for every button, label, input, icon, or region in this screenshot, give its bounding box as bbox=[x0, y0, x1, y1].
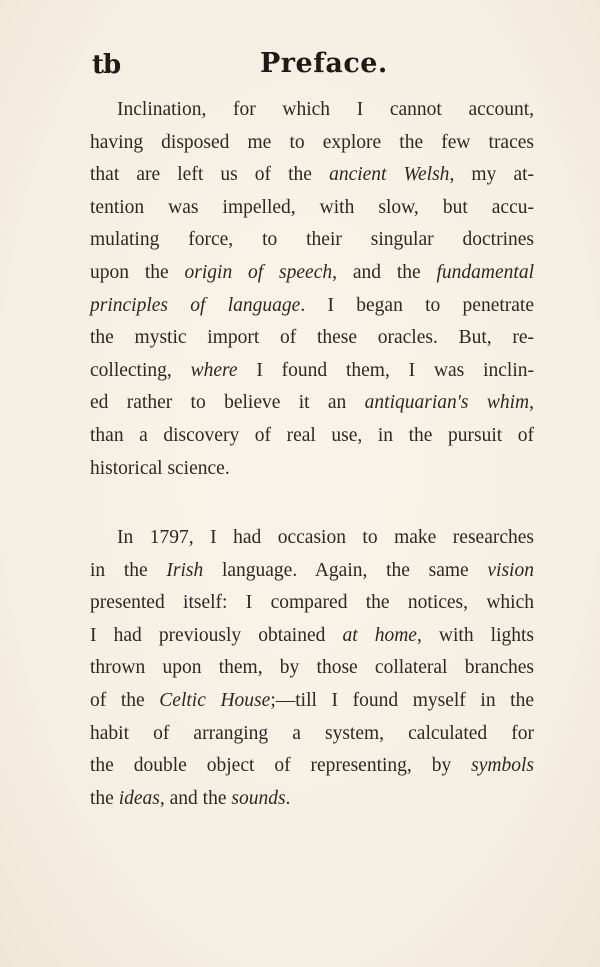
text-run: Inclination, for which I cannot account, bbox=[117, 99, 534, 120]
italic-text: sounds bbox=[231, 787, 286, 809]
text-run: ed rather to believe it an bbox=[90, 392, 365, 414]
page-number: tb bbox=[92, 50, 121, 80]
text-run: in the bbox=[90, 559, 167, 581]
italic-text: principles of language bbox=[90, 294, 301, 316]
italic-text: vision bbox=[487, 559, 534, 581]
text-line bbox=[90, 94, 534, 127]
italic-text: ideas bbox=[118, 787, 160, 809]
running-title: Preface. bbox=[260, 48, 388, 79]
text-line bbox=[90, 555, 534, 588]
italic-text: where bbox=[190, 359, 238, 381]
text-run: , and the bbox=[332, 261, 437, 283]
text-run: In 1797, I had occasion to make researches bbox=[117, 527, 534, 548]
page-header bbox=[90, 46, 510, 86]
italic-text: origin of speech bbox=[184, 261, 333, 283]
text-line bbox=[90, 322, 534, 355]
text-run: . bbox=[285, 787, 291, 809]
text-line bbox=[90, 587, 534, 620]
text-run: . I began to penetrate bbox=[300, 294, 535, 316]
text-run: thrown upon them, by those collateral branches bbox=[90, 657, 534, 679]
text-run: historical science. bbox=[90, 457, 230, 479]
text-line bbox=[90, 620, 534, 653]
text-run: ;—till I found myself in the bbox=[270, 689, 534, 711]
text-run: the bbox=[90, 787, 119, 809]
italic-text: symbols bbox=[471, 755, 534, 777]
italic-text: Irish bbox=[166, 559, 204, 581]
text-line bbox=[90, 257, 534, 290]
text-run: language. Again, the same bbox=[203, 559, 488, 581]
text-line bbox=[90, 159, 534, 192]
italic-text: ancient Welsh bbox=[329, 164, 450, 186]
text-run: tention was impelled, with slow, but accu- bbox=[90, 196, 534, 218]
text-line bbox=[90, 685, 534, 718]
text-line bbox=[90, 387, 534, 420]
text-line bbox=[90, 453, 534, 486]
text-run: , with lights bbox=[416, 624, 535, 646]
text-run: , my at- bbox=[449, 164, 535, 186]
text-run: than a discovery of real use, in the pursuit of bbox=[90, 424, 534, 446]
paragraph-2 bbox=[90, 522, 534, 815]
text-line bbox=[90, 192, 534, 225]
text-run: mulating force, to their singular doctrines bbox=[90, 229, 534, 251]
text-run: , and the bbox=[159, 787, 232, 809]
text-run: the mystic import of these oracles. But, re- bbox=[90, 327, 534, 349]
text-run: I had previously obtained bbox=[90, 624, 343, 646]
italic-text: antiquarian's whim bbox=[364, 392, 530, 414]
text-line bbox=[90, 420, 534, 453]
text-line bbox=[90, 783, 534, 816]
text-line bbox=[90, 750, 534, 783]
text-line bbox=[90, 652, 534, 685]
text-line bbox=[90, 718, 534, 751]
text-run: having disposed me to explore the few traces bbox=[90, 131, 534, 153]
text-run: presented itself: I compared the notices, which bbox=[90, 592, 534, 614]
text-run: collecting, bbox=[90, 359, 191, 381]
text-run: the double object of representing, by bbox=[90, 755, 472, 777]
text-run: of the bbox=[90, 689, 160, 711]
italic-text: Celtic House bbox=[159, 689, 271, 711]
italic-text: at home bbox=[342, 624, 417, 646]
text-run: I found them, I was inclin- bbox=[237, 359, 534, 381]
text-run: , bbox=[529, 392, 534, 414]
italic-text: fundamental bbox=[436, 261, 534, 283]
text-line bbox=[90, 127, 534, 160]
text-line bbox=[90, 355, 534, 388]
paragraph-1 bbox=[90, 94, 534, 485]
text-line bbox=[90, 224, 534, 257]
text-run: upon the bbox=[90, 261, 185, 283]
text-line bbox=[90, 522, 534, 555]
text-run: that are left us of the bbox=[90, 164, 330, 186]
text-run: habit of arranging a system, calculated for bbox=[90, 722, 534, 744]
text-line bbox=[90, 290, 534, 323]
